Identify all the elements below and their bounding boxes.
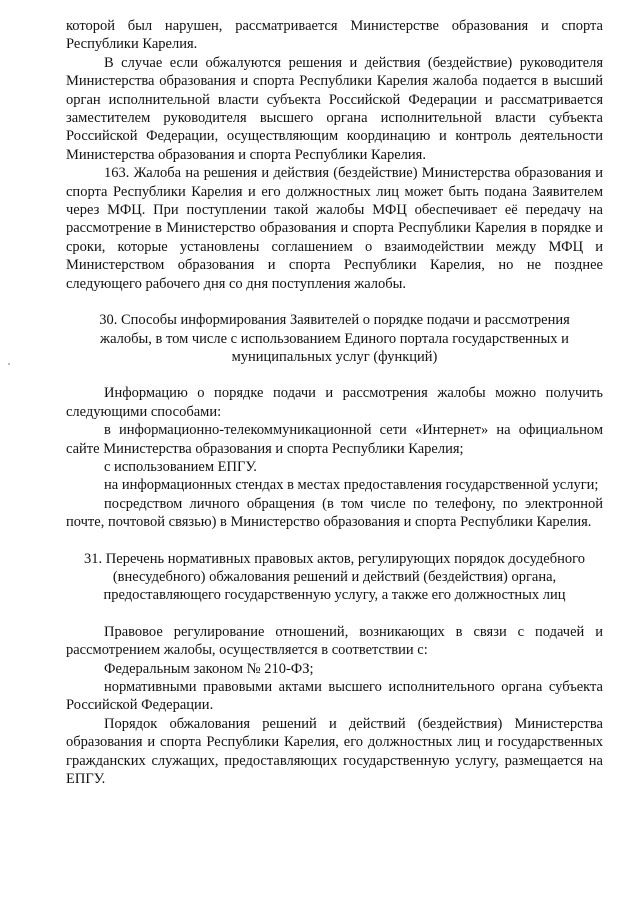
section-31-procedure: Порядок обжалования решений и действий (бездействия) Министерства образования и спорта Республики Карелия, его должностных лиц и государственных гражданских служащих, предоставляющих государственную услугу, размещается на ЕПГУ. bbox=[66, 715, 603, 788]
section-31-item-law: Федеральным законом № 210-ФЗ; bbox=[104, 660, 314, 677]
scan-speck bbox=[8, 363, 10, 365]
paragraph-continuation: которой был нарушен, рассматривается Министерстве образования и спорта Республики Карелия. bbox=[66, 18, 603, 53]
section-30-item-personal: посредством личного обращения (в том числе по телефону, по электронной почте, почтовой связью) в Министерство образования и спорта Республики Карелия. bbox=[66, 495, 603, 531]
section-30-item-internet: в информационно-телекоммуникационной сети «Интернет» на официальном сайте Министерства образования и спорта Республики Карелия; bbox=[66, 422, 603, 457]
document-page bbox=[66, 0, 603, 788]
section-30-item-epgu: с использованием ЕПГУ. bbox=[104, 458, 257, 475]
section-31-item-acts: нормативными правовыми актами высшего исполнительного органа субъекта Российской Федерации. bbox=[66, 679, 603, 714]
section-30-intro: Информацию о порядке подачи и рассмотрения жалобы можно получить следующими способами: bbox=[66, 385, 603, 420]
section-31-intro: Правовое регулирование отношений, возникающих в связи с подачей и рассмотрением жалобы, осуществляется в соответствии с: bbox=[66, 623, 603, 659]
section-30-item-stands: на информационных стендах в местах предоставления государственной услуги; bbox=[104, 477, 599, 494]
section-31-heading: 31. Перечень нормативных правовых актов, регулирующих порядок досудебного (внесудебного) обжалования решений и действий (бездействия) органа, предоставляющего государственную услугу, а также его должностных лиц bbox=[84, 550, 585, 604]
paragraph-appeal-head: В случае если обжалуются решения и действия (бездействие) руководителя Министерства образования и спорта Республики Карелия жалоба подается в высший орган исполнительной власти субъекта Российской Федерации и рассматривается заместителем руководителя высшего органа исполнительной власти субъекта Российской Федерации, осуществляющим координацию и контроль деятельности Министерства образования и спорта Республики Карелия. bbox=[66, 54, 603, 163]
paragraph-163: 163. Жалоба на решения и действия (бездействие) Министерства образования и спорта Республики Карелия и его должностных лиц может быть подана Заявителем через МФЦ. При поступлении такой жалобы МФЦ обеспечивает её передачу на рассмотрение в Министерство образования и спорта Республики Карелия в порядке и сроки, которые установлены соглашением о взаимодействии между МФЦ и Министерством образования и спорта Республики Карелия, но не позднее следующего рабочего дня со дня поступления жалобы. bbox=[66, 165, 603, 292]
section-30-heading: 30. Способы информирования Заявителей о порядке подачи и рассмотрения жалобы, в том числе с использованием Единого портала государственных и муниципальных услуг (функций) bbox=[99, 312, 570, 365]
